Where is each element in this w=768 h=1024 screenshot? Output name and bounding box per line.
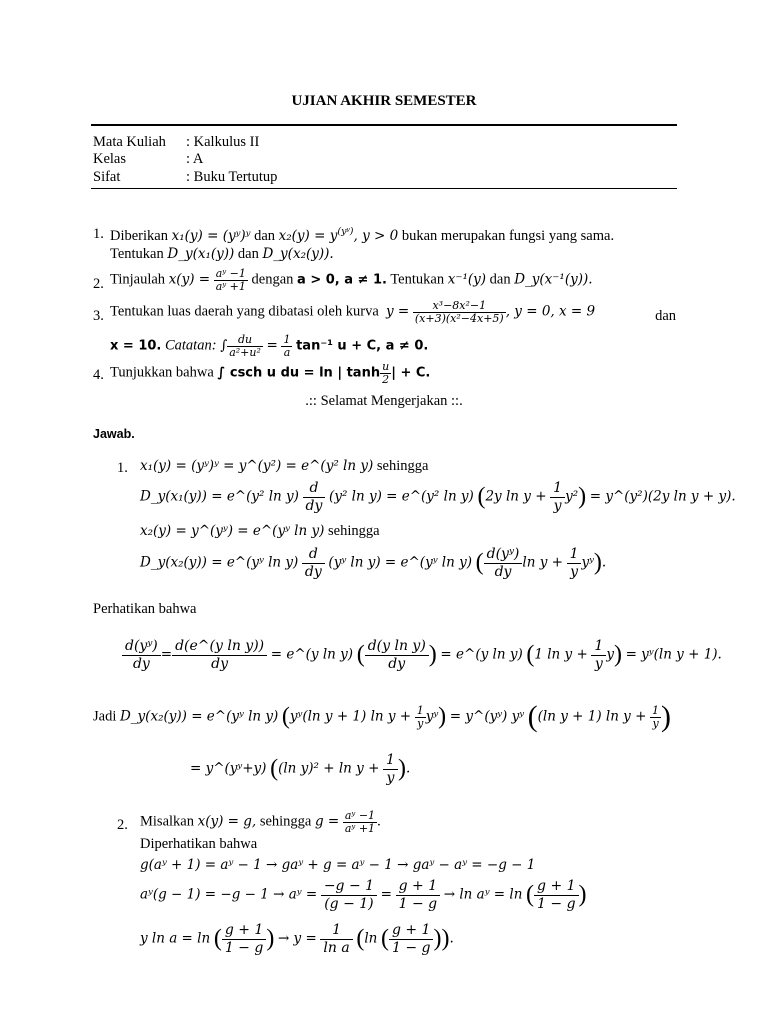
a2-l5-paren2-open: ( [356,925,365,952]
info-value-class: : A [186,151,204,167]
jadi2-f1 [383,752,398,786]
q1-text-a: Diberikan [110,227,168,244]
jadi2-f1-num: 1 [383,752,398,770]
deriv-paren2-close: ) [613,641,622,668]
a2-l4-paren-close: ) [578,881,587,908]
a2-l5-c: ln [364,930,378,947]
q3-frac-num: x³−8x²−1 [413,300,506,313]
q3-note-eq: = [266,337,278,354]
q2-text-tentukan: Tentukan [390,271,445,288]
note-text: Perhatikan bahwa [93,601,197,617]
a1-deriv2-fraction [302,546,325,580]
jadi2-math-c: . [405,760,411,777]
jadi-line-2 [190,752,410,786]
q4-text-a: Tunjukkan bahwa [110,364,214,381]
a1-math-mid: (y² ln y) = e^(y² ln y) [329,488,474,505]
deriv-f2-num: d(e^(y ln y)) [172,638,267,656]
q3-text-catatan: Catatan: [164,337,217,354]
q4-frac-num: u [382,360,390,373]
jadi-paren2-close: ) [661,700,672,733]
a1-paren-open: ( [477,483,486,510]
q3-integral-sign: ∫ [220,337,228,354]
q3-math-x10: x = 10. [110,338,162,354]
a2-frac-den: aʸ +1 [344,821,376,835]
deriv-f2-den: dy [211,655,229,672]
a2-frac-num: aʸ −1 [344,809,376,822]
jadi-math-d: yʸ [425,708,439,725]
question-3-line-1 [110,300,676,324]
a1-paren2-close: ) [593,549,602,576]
a2-l4-f2 [396,878,441,912]
a2-l5-f2 [320,922,352,956]
a1-dyy-den: dy [494,563,512,580]
jadi-f2 [650,705,661,729]
q2-frac-den: aʸ +1 [215,279,246,293]
answers-label: Jawab. [93,427,135,441]
a2-math-g: g = [315,813,340,830]
deriv-f4-den: y [594,655,603,672]
a2-l4-f1-num: −g − 1 [321,878,377,896]
deriv-paren1-close: ) [428,641,437,668]
jadi2-paren-open: ( [270,755,279,782]
jadi-paren1-open: ( [281,703,290,730]
q1-math-dy-x2: D_y(x₂(y)). [262,246,334,262]
q1-math-x2-exp: (yʸ) [337,226,354,237]
q2-frac-num: aʸ −1 [215,267,246,280]
q1-text-c: dan [254,227,276,244]
a2-l4-f3 [534,878,579,912]
a1-ooy2-den: y [570,563,578,580]
jadi-math-e: = y^(yʸ) yʸ [449,708,525,725]
a2-l5-f3-num: g + 1 [389,922,434,940]
a1-math-result: = y^(y²)(2y ln y + y). [589,488,736,505]
a2-text-misalkan: Misalkan [140,813,194,830]
deriv-f3-num: d(y ln y) [365,638,429,656]
a1-one-over-y-2 [567,546,582,580]
a1-ooy2-num: 1 [567,546,582,564]
info-value-course: : Kalkulus II [186,134,260,150]
a2-l4-f3-num: g + 1 [534,878,579,896]
a2-l4-b: → ln aʸ = ln [443,886,523,903]
jadi-math-f: (ln y + 1) ln y + [537,708,647,725]
deriv-paren2-open: ( [526,641,535,668]
info-label-class: Kelas [93,151,127,167]
a2-l5-paren2-close: ) [441,925,450,952]
a1-math-dy-x2: D_y(x₂(y)) = e^(yʸ ln y) [140,554,299,571]
q3-text-dan: dan [655,308,676,324]
info-label-nature: Sifat [93,169,121,185]
q1-math-x2: x₂(y) = y [278,227,338,244]
q2-text-a: Tinjaulah [110,271,166,288]
a1-deriv-den: dy [305,497,323,514]
a2-l4-f2-num: g + 1 [396,878,441,896]
a1-deriv-num: d [303,480,326,498]
a2-l5-a: y ln a = ln [140,930,211,947]
q3-frac-den: (x+3)(x²−4x+5) [414,311,504,325]
answer-1-line-1 [140,458,428,475]
a2-l5-b: → y = [277,930,317,947]
a1-math-x2: x₂(y) = y^(yʸ) = e^(yʸ ln y) [140,523,325,539]
q3-note-result: tan⁻¹ u + C, a ≠ 0. [296,338,429,354]
answer-2-line-3: g(aʸ + 1) = aʸ − 1 → gaʸ + g = aʸ − 1 → gaʸ − aʸ = −g − 1 [140,857,536,873]
header-rule-bottom [91,188,677,189]
a2-l5-paren3-open: ( [380,925,389,952]
a1-text-sehingga-1: sehingga [376,458,429,474]
q3-math-bounds: , y = 0, x = 9 [505,303,596,320]
q3-note-frac2-den: a [283,345,291,359]
q3-text-a: Tentukan luas daerah yang dibatasi oleh kurva [110,303,379,320]
a1-math-lny: ln y + [522,554,563,571]
a2-math-xg: x(y) = g, [197,813,257,830]
a2-l5-f1 [222,922,267,956]
a2-l5-f3 [389,922,434,956]
jadi-f2-den: y [652,716,659,730]
deriv-c: = yʸ(ln y + 1). [625,646,722,663]
question-4-number: 4. [93,367,104,383]
a1-deriv2-num: d [302,546,325,564]
a2-l5-paren3-close: ) [433,925,442,952]
a2-period: . [377,813,381,830]
a2-l4-a: aʸ(g − 1) = −g − 1 → aʸ = [140,886,318,903]
a1-paren2-open: ( [475,549,484,576]
q3-note-fraction-2 [281,334,292,358]
deriv-f2 [172,638,267,672]
jadi-line [93,700,671,734]
answer-1-line-2 [140,480,736,514]
q3-fraction [413,300,506,324]
jadi-text: Jadi [93,708,117,725]
question-1-line-2 [110,246,334,263]
deriv-eq2: = e^(y ln y) [270,646,354,663]
a2-l5-period: . [449,930,454,947]
jadi2-f1-den: y [386,769,395,786]
q3-note-fraction [227,334,263,358]
q4-fraction [380,361,391,385]
deriv-f3 [365,638,429,672]
q1-text-dan: dan [237,246,259,262]
closing-text: .:: Selamat Mengerjakan ::. [305,393,463,409]
jadi-math-c: yʸ(ln y + 1) ln y + [289,708,412,725]
a2-l5-paren1-open: ( [213,925,222,952]
q1-math-cond: , y > 0 [353,227,399,244]
a2-fraction [343,810,377,834]
a1-deriv2-den: dy [304,563,322,580]
deriv-eq3: = e^(y ln y) [440,646,523,663]
q3-note-frac-den: a²+u² [229,345,261,359]
deriv-f4-num: 1 [591,638,606,656]
deriv-f3-den: dy [388,655,406,672]
a2-l4-f1-den: (g − 1) [324,895,374,912]
jadi-f1-den: y [417,716,424,730]
a2-l5-f3-den: 1 − g [391,939,431,956]
jadi-paren1-close: ) [438,703,447,730]
question-1-line-1 [110,226,614,245]
q2-math-x: x(y) = [168,271,211,288]
a2-l5-paren1-close: ) [266,925,275,952]
question-2-number: 2. [93,276,104,292]
a1-dyy-fraction [484,546,523,580]
answer-2-line-5 [140,922,454,956]
deriv-f1-num: d(yʸ) [122,638,161,656]
jadi2-paren-close: ) [397,755,406,782]
q2-fraction [214,268,248,292]
answer-1-line-4 [140,546,606,580]
jadi-math-b: D_y(x₂(y)) = e^(yʸ ln y) [119,708,279,725]
a2-l5-f1-den: 1 − g [224,939,264,956]
a1-math-x1: x₁(y) = (yʸ)ʸ = y^(y²) = e^(y² ln y) [140,458,374,474]
a1-one-over-y [550,480,565,514]
info-value-nature: : Buku Tertutup [186,169,278,185]
a1-paren-close: ) [578,483,587,510]
answer-1-number: 1. [117,460,128,476]
answer-2-number: 2. [117,817,128,833]
a1-dyy-num: d(yʸ) [484,546,523,564]
answer-2-line-1 [140,810,381,834]
answer-2-line-2: Diperhatikan bahwa [140,836,258,852]
jadi2-math-b: (ln y)² + ln y + [278,760,380,777]
header-rule-top [91,124,677,126]
info-label-course: Mata Kuliah [93,134,166,150]
q4-math-integral: ∫ csch u du = ln | tanh [217,365,381,381]
a1-math-mid-2: (yʸ ln y) = e^(yʸ ln y) [328,554,472,571]
a1-ooy-num: 1 [550,480,565,498]
q3-note-frac2-num: 1 [283,333,291,346]
question-3-number: 3. [93,308,104,324]
q2-text-dengan: dengan [251,271,294,288]
derivative-line [122,638,722,672]
a2-l4-f3-den: 1 − g [537,895,576,912]
q2-math-dy-inverse: D_y(x⁻¹(y)). [514,271,593,288]
a1-ooy-den: y [553,497,562,514]
a1-deriv-fraction [303,480,326,514]
a1-math-y2: y² [565,488,579,505]
deriv-f4 [591,638,606,672]
a2-l4-f2-den: 1 − g [398,895,438,912]
a2-l5-f2-den: ln a [323,939,350,956]
jadi-f1 [415,705,426,729]
deriv-f1 [122,638,161,672]
jadi-f2-num: 1 [652,703,660,717]
q2-text-dan: dan [489,271,511,288]
question-2-line [110,268,593,292]
jadi2-math-a: = y^(yʸ+y) [190,760,267,777]
q3-math-y: y = [386,303,410,320]
a2-l4-eq: = [380,886,392,903]
answer-1-line-3 [140,523,380,540]
jadi-f1-num: 1 [416,703,424,717]
a1-text-sehingga-2: sehingga [327,523,380,539]
deriv-paren1-open: ( [356,641,365,668]
q4-math-tail: | + C. [391,365,431,381]
q1-math-dy-x1: D_y(x₁(y)) [167,246,235,262]
question-3-line-2 [110,334,428,358]
page-title: UJIAN AKHIR SEMESTER [291,93,477,109]
deriv-f1-den: dy [132,655,150,672]
q2-math-cond: a > 0, a ≠ 1. [297,272,387,288]
a2-l5-f2-num: 1 [320,922,352,940]
answer-2-line-4 [140,878,587,912]
deriv-b: y [606,646,614,663]
a1-math-period: . [601,554,607,571]
question-1-number: 1. [93,226,104,242]
jadi-paren2-open: ( [527,700,538,733]
q3-note-frac-num: du [227,334,263,347]
a1-math-yy: yʸ [581,554,594,571]
a1-math-inner: 2y ln y + [485,488,547,505]
q2-math-inverse: x⁻¹(y) [447,271,487,288]
q4-frac-den: 2 [382,372,390,386]
a2-l4-f1 [321,878,377,912]
a2-text-sehingga: sehingga [259,813,312,830]
deriv-a: 1 ln y + [534,646,588,663]
a2-l5-f1-num: g + 1 [222,922,267,940]
a1-math-dy-x1: D_y(x₁(y)) = e^(y² ln y) [140,488,299,505]
question-4-line [110,361,430,385]
deriv-eq1: = [160,646,173,663]
q1-text-g: bukan merupakan fungsi yang sama. [401,227,615,244]
q1-text-tentukan: Tentukan [110,246,164,262]
q1-math-x1: x₁(y) = (yʸ)ʸ [171,227,251,244]
a2-l4-paren-open: ( [526,881,535,908]
